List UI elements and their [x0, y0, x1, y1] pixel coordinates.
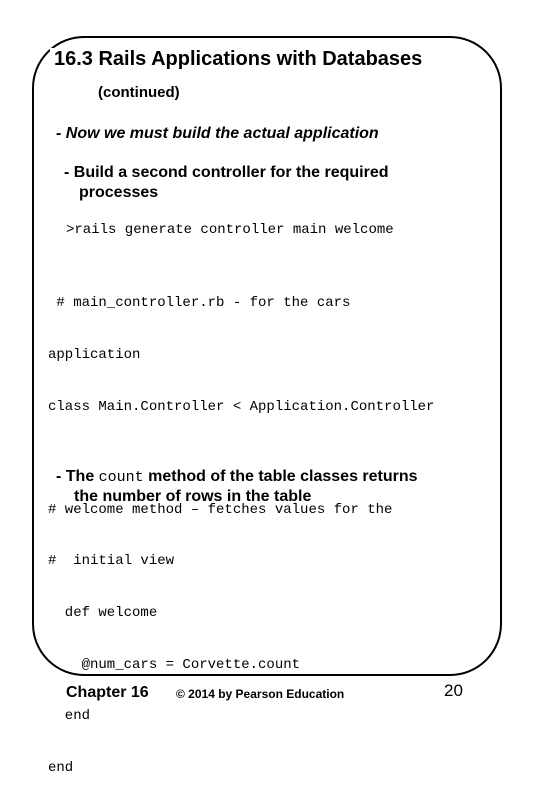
- bullet-count-prefix: - The: [56, 468, 99, 485]
- code-line: # main_controller.rb - for the cars: [48, 295, 351, 312]
- slide-subtitle: (continued): [98, 84, 180, 101]
- slide-title: 16.3 Rails Applications with Databases: [50, 48, 426, 71]
- bullet-second-controller-line1: - Build a second controller for the required: [64, 164, 389, 181]
- code-line: end: [48, 759, 74, 776]
- bullet-count-method-line1: [56, 468, 418, 486]
- footer-chapter: Chapter 16: [66, 684, 149, 701]
- bullet-count-suffix: method of the table classes returns: [143, 468, 418, 485]
- code-line: # welcome method – fetches values for the: [48, 501, 393, 518]
- code-line: application: [48, 347, 141, 364]
- code-line: end: [48, 708, 91, 725]
- bullet-count-method-line2: the number of rows in the table: [74, 488, 312, 505]
- code-line: def welcome: [48, 605, 158, 622]
- page-number: 20: [444, 681, 463, 700]
- count-code: count: [98, 469, 144, 486]
- bullet-second-controller-line2: processes: [79, 184, 159, 201]
- code-line: [48, 450, 434, 467]
- generate-command: >rails generate controller main welcome: [66, 222, 394, 238]
- code-block: [48, 261, 434, 794]
- code-line: @num_cars = Corvette.count: [48, 656, 301, 673]
- code-line: # initial view: [48, 553, 175, 570]
- footer-copyright: © 2014 by Pearson Education: [176, 687, 345, 701]
- bullet-build-application: - Now we must build the actual application: [56, 125, 379, 142]
- code-line: class Main.Controller < Application.Controller: [48, 398, 435, 415]
